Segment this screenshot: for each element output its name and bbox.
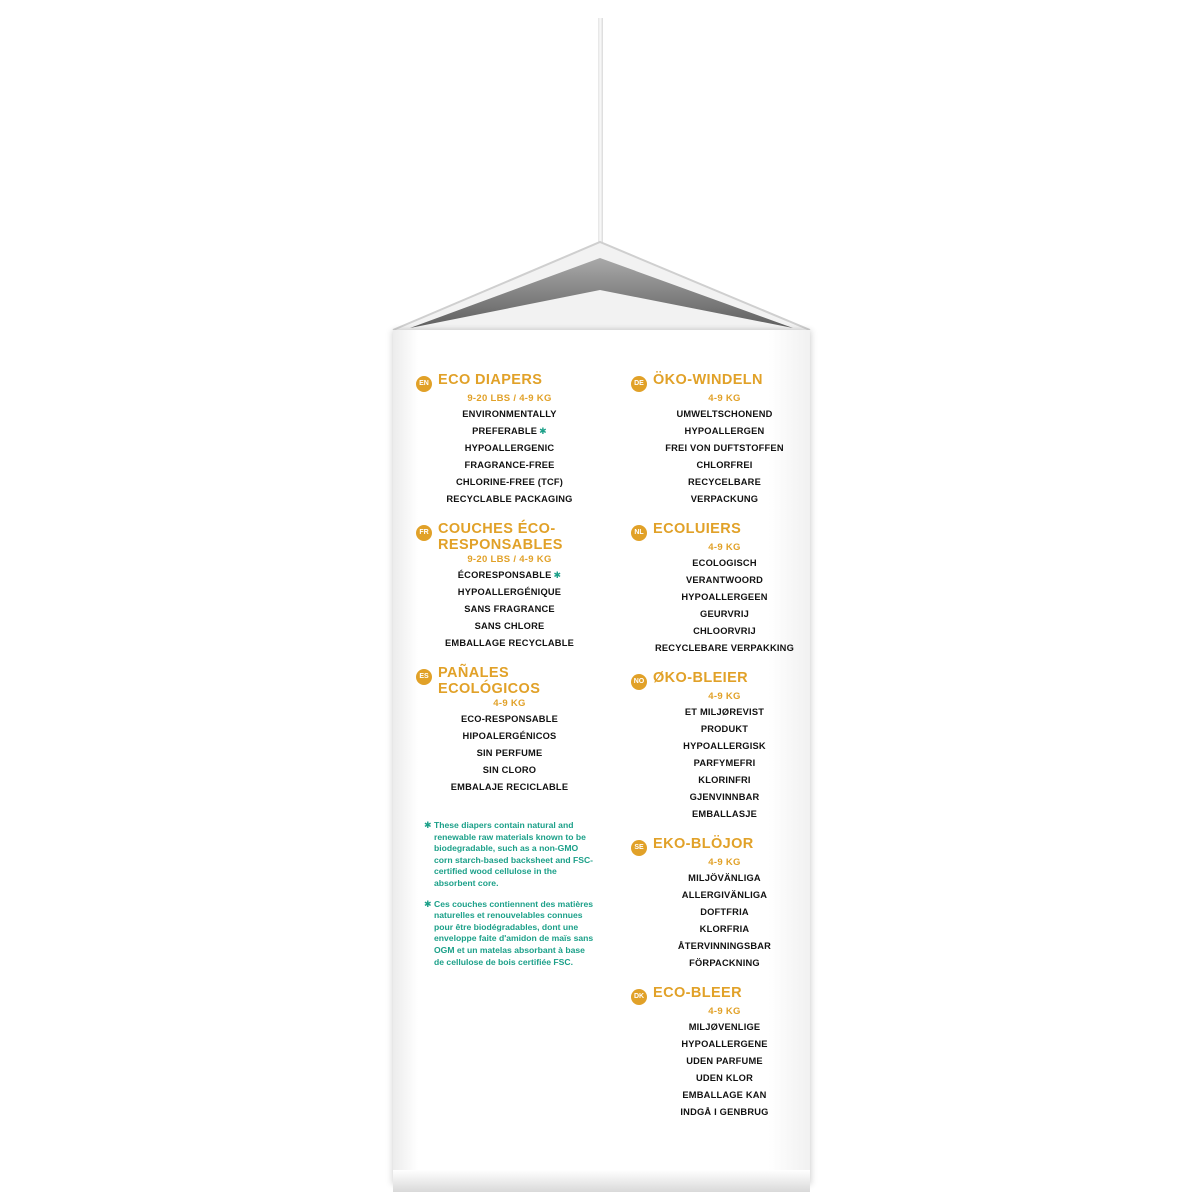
language-section-nl [617, 521, 812, 657]
language-badge: ES [416, 669, 432, 685]
feature-list [617, 704, 812, 823]
right-column [617, 372, 812, 1134]
language-section-fr [402, 521, 597, 652]
biodegradable-notes [402, 820, 597, 968]
weight-range: 4-9 KG [708, 393, 741, 404]
feature-list [617, 406, 812, 508]
section-title: ECOLUIERS [653, 521, 742, 537]
language-section-en [402, 372, 597, 508]
feature-item: UMWELTSCHONEND [676, 409, 773, 419]
section-header [617, 670, 812, 690]
feature-item: MILJØVENLIGE [688, 1022, 761, 1032]
feature-item: ET MILJØREVIST [684, 707, 765, 717]
feature-item: EMBALAJE RECICLABLE [450, 782, 569, 792]
feature-item: ENVIRONMENTALLY [462, 409, 557, 419]
note-paragraph [424, 820, 594, 890]
feature-item: CHLORINE-FREE (TCF) [455, 477, 564, 487]
language-section-no [617, 670, 812, 823]
asterisk-icon: ✱ [424, 898, 432, 909]
feature-item: FRAGRANCE-FREE [464, 460, 555, 470]
feature-item: CHLOORVRIJ [693, 626, 756, 636]
section-title: COUCHES ÉCO-RESPONSABLES [438, 521, 563, 553]
feature-item: FÖRPACKNING [689, 958, 760, 968]
feature-item: UDEN KLOR [695, 1073, 754, 1083]
feature-list [402, 711, 597, 796]
feature-list [617, 870, 812, 972]
language-badge: SE [631, 840, 647, 856]
feature-item: MILJÖVÄNLIGA [688, 873, 761, 883]
language-badge: DK [631, 989, 647, 1005]
left-column [402, 372, 597, 977]
note-paragraph [424, 899, 594, 969]
language-section-de [617, 372, 812, 508]
feature-item: HYPOALLERGISK [683, 741, 766, 751]
feature-item: SANS CHLORE [474, 621, 545, 631]
feature-list [617, 555, 812, 657]
feature-list [402, 567, 597, 652]
feature-list [402, 406, 597, 508]
feature-item: RECYCELBARE [688, 477, 761, 487]
asterisk-icon: ✱ [553, 570, 562, 580]
feature-list [617, 1019, 812, 1121]
feature-item: UDEN PARFUME [686, 1056, 763, 1066]
section-header [617, 372, 812, 392]
bag-bottom-edge [393, 1170, 810, 1192]
feature-item: HYPOALLERGEN [684, 426, 765, 436]
feature-item: PRODUKT [700, 724, 749, 734]
feature-item: ALLERGIVÄNLIGA [681, 890, 768, 900]
feature-item: HYPOALLERGENIC [464, 443, 555, 453]
language-section-se [617, 836, 812, 972]
asterisk-icon: ✱ [539, 426, 547, 436]
feature-item: RECYCLEBARE VERPAKKING [654, 643, 795, 653]
feature-item: HYPOALLERGEEN [681, 592, 768, 602]
feature-item: SIN PERFUME [476, 748, 543, 758]
section-header [617, 521, 812, 541]
weight-range: 9-20 LBS / 4-9 KG [467, 554, 552, 565]
feature-item: PREFERABLE ✱ [472, 426, 547, 436]
feature-item: FREI VON DUFTSTOFFEN [665, 443, 784, 453]
weight-range: 4-9 KG [708, 857, 741, 868]
feature-item: GEURVRIJ [700, 609, 749, 619]
language-section-es [402, 665, 597, 796]
feature-item: HYPOALLERGENE [681, 1039, 768, 1049]
feature-item: DOFTFRIA [700, 907, 749, 917]
section-header [402, 372, 597, 392]
section-title: ECO-BLEER [653, 985, 742, 1001]
section-header [402, 665, 597, 697]
section-title: ÖKO-WINDELN [653, 372, 763, 388]
feature-item: ECO-RESPONSABLE [460, 714, 558, 724]
feature-item: ÅTERVINNINGSBAR [677, 941, 772, 951]
feature-item: HIPOALERGÉNICOS [462, 731, 557, 741]
note-text: These diapers contain natural and renewable raw materials known to be biodegradable, such as a non-GMO corn starch-based backsheet and FSC-certified wood cellulose in the absorbent core. [434, 820, 594, 888]
feature-item: VERPACKUNG [690, 494, 759, 504]
weight-range: 9-20 LBS / 4-9 KG [467, 393, 552, 404]
asterisk-icon: ✱ [424, 820, 432, 830]
feature-item: EMBALLAGE RECYCLABLE [445, 638, 574, 648]
feature-item: ECOLOGISCH [692, 558, 757, 568]
feature-item: VERANTWOORD [685, 575, 764, 585]
section-title: ØKO-BLEIER [653, 670, 749, 686]
feature-item: SANS FRAGRANCE [464, 604, 555, 614]
section-title: PAÑALES ECOLÓGICOS [438, 665, 541, 697]
section-header [617, 985, 812, 1005]
feature-item: SIN CLORO [482, 765, 537, 775]
language-badge: DE [631, 376, 647, 392]
weight-range: 4-9 KG [708, 1006, 741, 1017]
feature-item: GJENVINNBAR [689, 792, 760, 802]
feature-item: KLORINFRI [698, 775, 751, 785]
weight-range: 4-9 KG [708, 542, 741, 553]
section-title: EKO-BLÖJOR [653, 836, 754, 852]
feature-item: RECYCLABLE PACKAGING [446, 494, 573, 504]
feature-item: INDGÅ I GENBRUG [680, 1107, 769, 1117]
feature-item: CHLORFREI [696, 460, 753, 470]
feature-item: EMBALLASJE [691, 809, 758, 819]
language-section-dk [617, 985, 812, 1121]
section-header [402, 521, 597, 553]
weight-range: 4-9 KG [708, 691, 741, 702]
note-text: Ces couches contiennent des matières naturelles et renouvelables connues pour être biodégradables, dont une enveloppe faite d'amidon de maïs sans OGM et un matelas absorbant à base de cellulose de bois certifiée FSC. [434, 898, 594, 967]
language-badge: NO [631, 674, 647, 690]
language-badge: FR [416, 525, 432, 541]
section-header [617, 836, 812, 856]
language-badge: EN [416, 376, 432, 392]
feature-item: ÉCORESPONSABLE ✱ [457, 570, 562, 580]
feature-item: EMBALLAGE KAN [682, 1090, 767, 1100]
bag-top-gusset [0, 0, 1200, 340]
feature-item: PARFYMEFRI [693, 758, 756, 768]
language-badge: NL [631, 525, 647, 541]
weight-range: 4-9 KG [493, 698, 526, 709]
feature-item: HYPOALLERGÉNIQUE [457, 587, 562, 597]
section-title: ECO DIAPERS [438, 372, 543, 388]
feature-item: KLORFRIA [699, 924, 750, 934]
